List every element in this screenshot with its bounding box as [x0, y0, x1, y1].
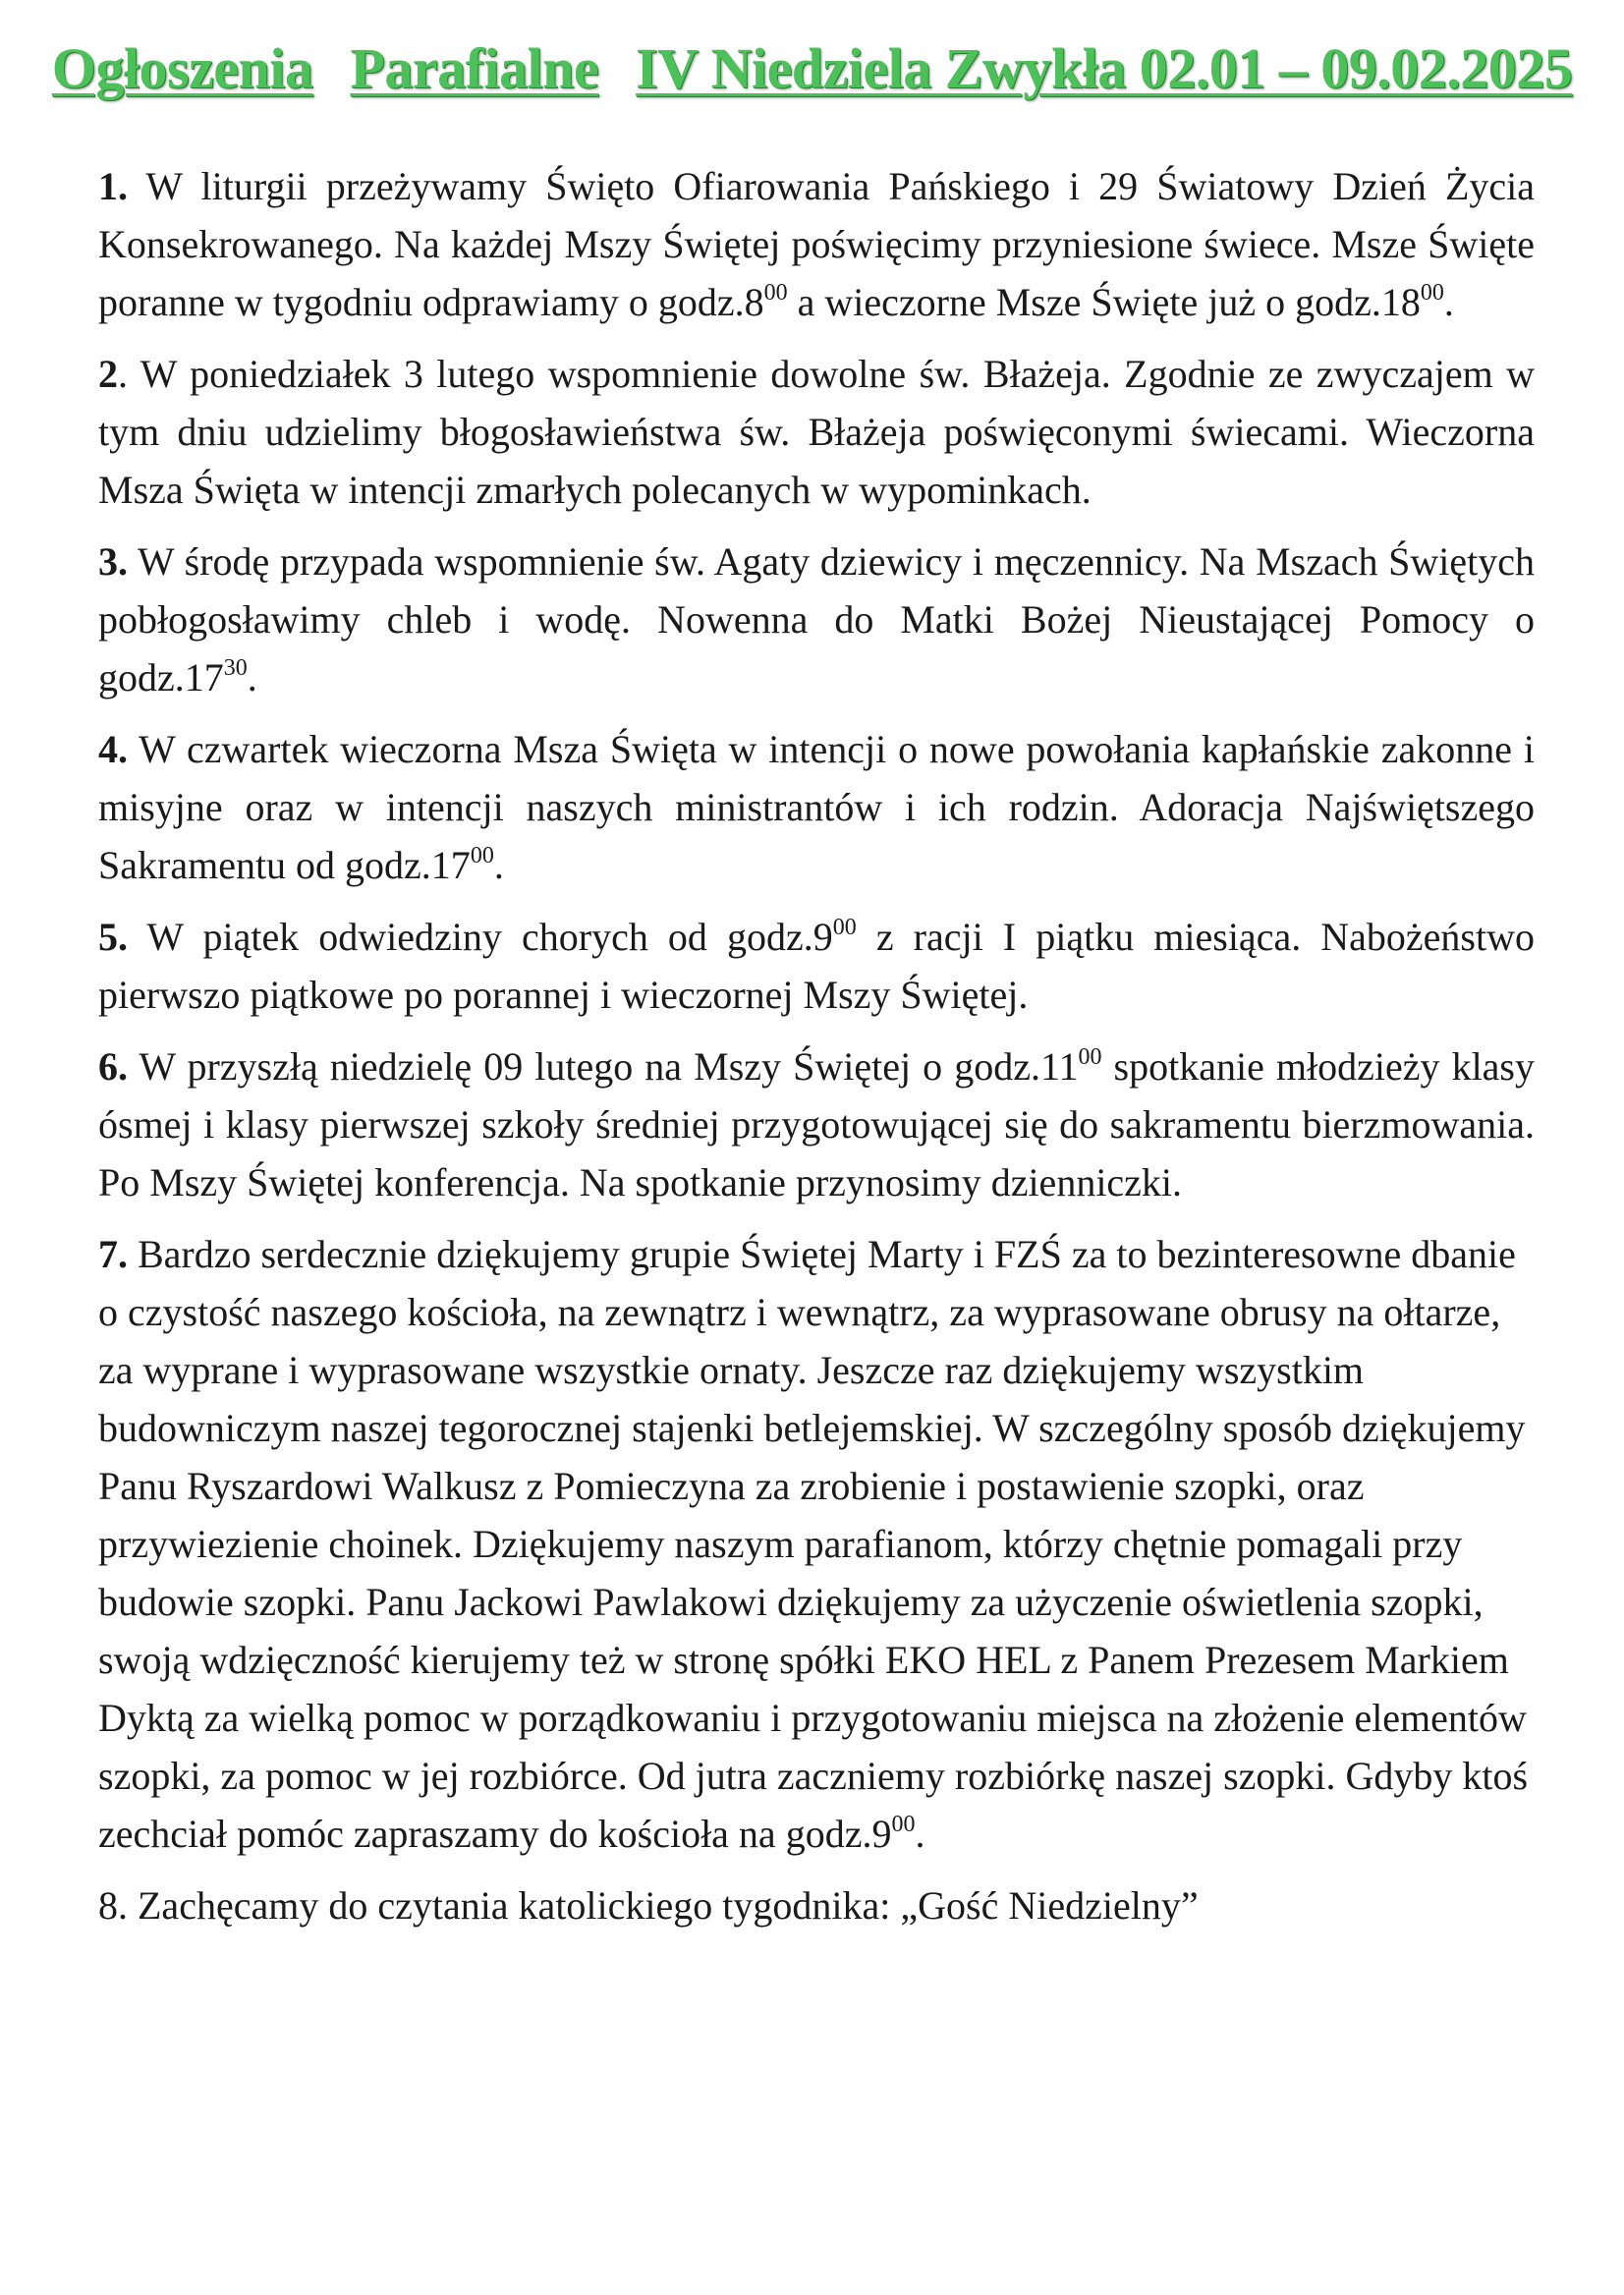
item-number: 5.	[98, 915, 128, 959]
title-date-range: IV Niedziela Zwykła 02.01 – 09.02.2025	[636, 36, 1573, 100]
time-superscript: 00	[832, 915, 857, 940]
time-superscript: 00	[1078, 1044, 1102, 1070]
item-text: a wieczorne Msze Święte już o godz.18	[787, 280, 1421, 324]
announcement-item-7	[98, 1225, 1535, 1863]
announcement-item-1	[98, 157, 1535, 331]
item-text: .	[247, 655, 257, 700]
item-number: 3.	[98, 539, 128, 584]
time-superscript: 00	[891, 1812, 916, 1837]
item-text: z racji I piątku miesiąca. Nabożeństwo pierwszo piątkowe po porannej i wieczornej Mszy Świętej.	[98, 915, 1535, 1017]
item-text: .	[915, 1812, 925, 1856]
announcement-item-2	[98, 345, 1535, 519]
item-number: 2	[98, 352, 118, 396]
item-text: W piątek odwiedziny chorych od godz.9	[128, 915, 833, 959]
item-number: 7.	[98, 1232, 128, 1276]
announcement-item-5	[98, 908, 1535, 1024]
time-superscript: 00	[470, 843, 494, 868]
item-text: W przyszłą niedzielę 09 lutego na Mszy Świętej o godz.11	[128, 1044, 1079, 1089]
item-number: 1.	[98, 164, 128, 208]
item-text: W środę przypada wspomnienie św. Agaty dziewicy i męczennicy. Na Mszach Świętych pobłogosławimy chleb i wodę. Nowenna do Matki Bożej Nieustającej Pomocy o godz.17	[98, 539, 1535, 700]
item-number: 6.	[98, 1044, 128, 1089]
announcements-list	[98, 157, 1535, 1948]
item-text: .	[1443, 280, 1454, 324]
page-title	[0, 35, 1624, 101]
time-superscript: 00	[1420, 280, 1444, 306]
announcement-item-4	[98, 720, 1535, 894]
item-text: 8. Zachęcamy do czytania katolickiego tygodnika: „Gość Niedzielny”	[98, 1883, 1199, 1928]
item-text: W czwartek wieczorna Msza Święta w intencji o nowe powołania kapłańskie zakonne i misyjne oraz w intencji naszych ministrantów i ich rodzin. Adoracja Najświętszego Sakramentu od godz.17	[98, 727, 1535, 887]
item-text: .	[493, 843, 504, 887]
title-word-ogloszenia: Ogłoszenia	[51, 36, 313, 100]
announcement-item-6	[98, 1037, 1535, 1211]
item-text: Bardzo serdecznie dziękujemy grupie Świętej Marty i FZŚ za to bezinteresowne dbanie o czystość naszego kościoła, na zewnątrz i wewnątrz, za wyprasowane obrusy na ołtarze, za wyprane i wyprasowane wszystkie ornaty. Jeszcze raz dziękujemy wszystkim budowniczym naszej tegorocznej stajenki betlejemskiej. W szczególny sposób dziękujemy Panu Ryszardowi Walkusz z Pomieczyna za zrobienie i postawienie szopki, oraz przywiezienie choinek. Dziękujemy naszym parafianom, którzy chętnie pomagali przy budowie szopki. Panu Jackowi Pawlakowi dziękujemy za użyczenie oświetlenia szopki, swoją wdzięczność kierujemy też w stronę spółki EKO HEL z Panem Prezesem Markiem Dyktą za wielką pomoc w porządkowaniu i przygotowaniu miejsca na złożenie elementów szopki, za pomoc w jej rozbiórce. Od jutra zaczniemy rozbiórkę naszej szopki. Gdyby ktoś zechciał pomóc zapraszamy do kościoła na godz.9	[98, 1232, 1529, 1856]
announcement-item-3	[98, 532, 1535, 706]
announcement-item-8	[98, 1876, 1535, 1934]
item-text: . W poniedziałek 3 lutego wspomnienie dowolne św. Błażeja. Zgodnie ze zwyczajem w tym dniu udzielimy błogosławieństwa św. Błażeja poświęconymi świecami. Wieczorna Msza Święta w intencji zmarłych polecanych w wypominkach.	[98, 352, 1535, 512]
item-number: 4.	[98, 727, 128, 771]
time-superscript: 00	[763, 280, 788, 306]
item-text: spotkanie młodzieży klasy ósmej i klasy pierwszej szkoły średniej przygotowującej się do sakramentu bierzmowania. Po Mszy Świętej konferencja. Na spotkanie przynosimy dzienniczki.	[98, 1044, 1536, 1204]
time-superscript: 30	[223, 655, 248, 681]
item-text: W liturgii przeżywamy Święto Ofiarowania Pańskiego i 29 Światowy Dzień Życia Konsekrowanego. Na każdej Mszy Świętej poświęcimy przyniesione świece. Msze Święte poranne w tygodniu odprawiamy o godz.8	[98, 164, 1535, 324]
title-word-parafialne: Parafialne	[350, 36, 599, 100]
